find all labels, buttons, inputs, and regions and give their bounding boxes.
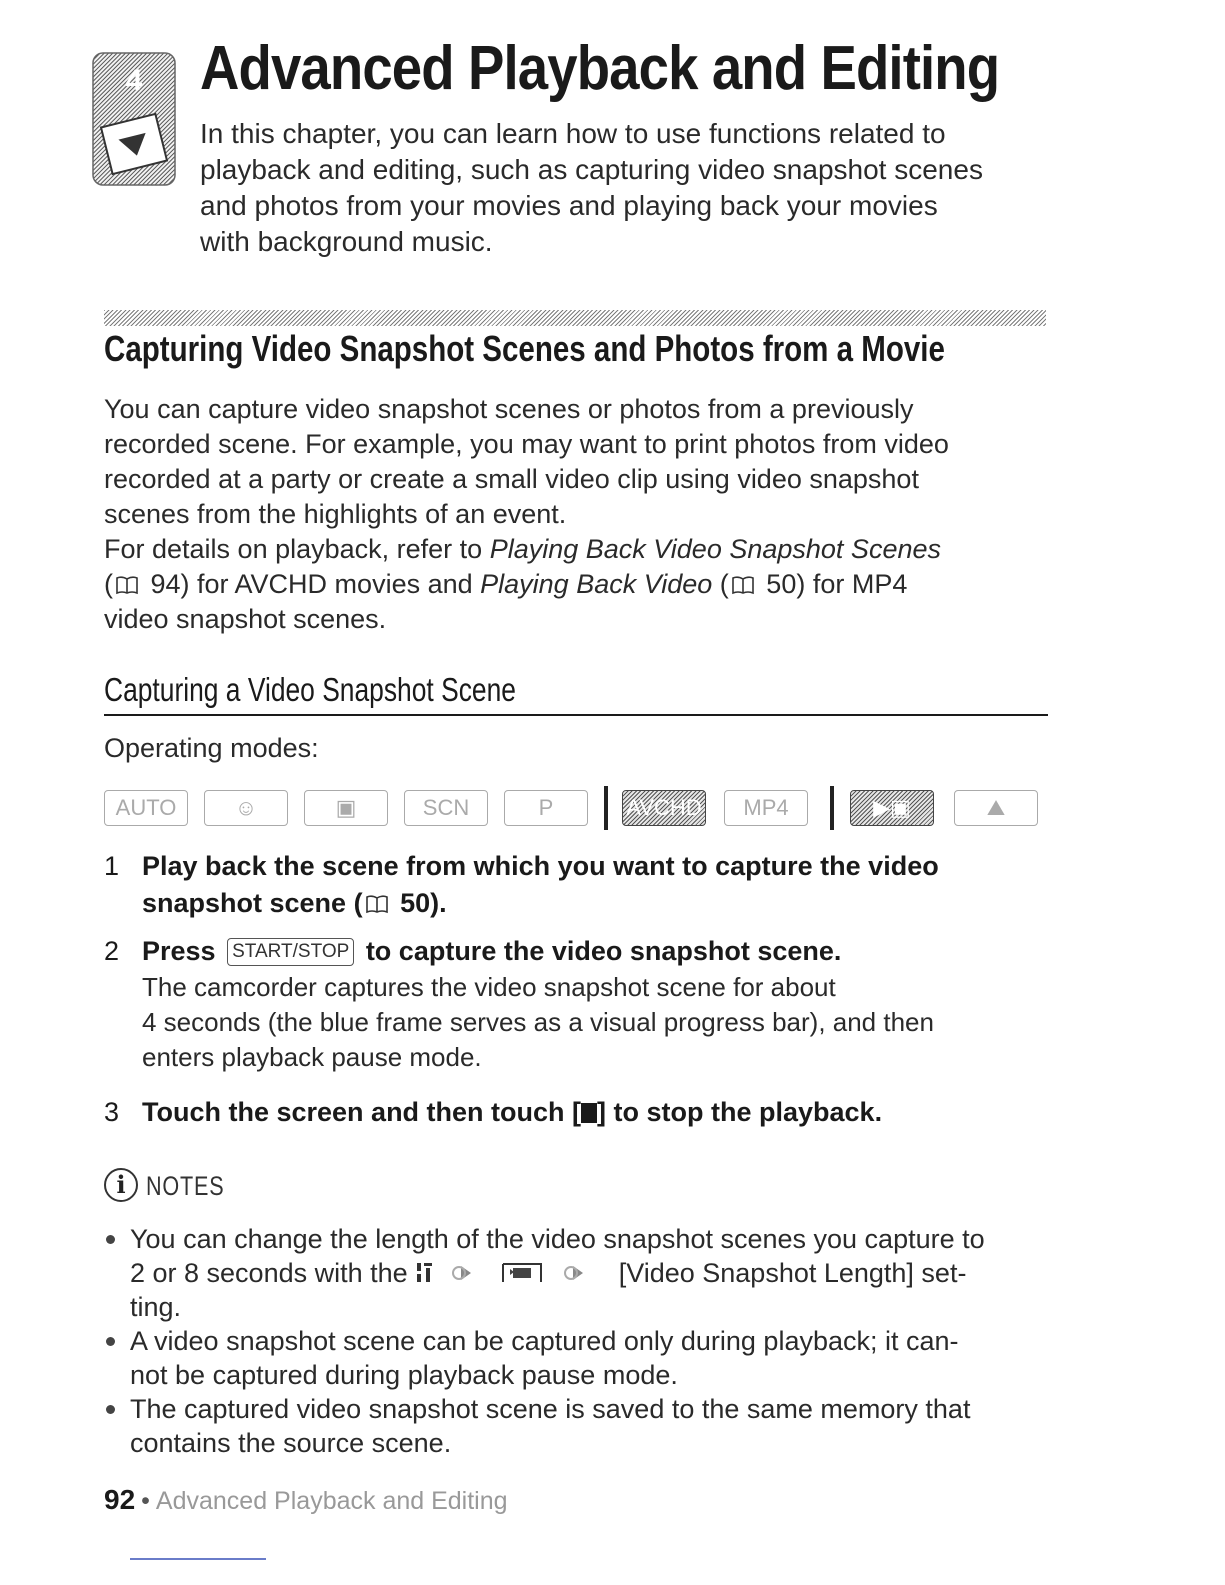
text-span: ( <box>712 569 729 599</box>
intro-line: playback and editing, such as capturing video snapshot scenes <box>200 154 983 185</box>
step-detail: 4 seconds (the blue frame serves as a visual progress bar), and then <box>142 1007 934 1037</box>
page-ref: 50) for MP4 <box>758 569 908 599</box>
section-divider <box>104 310 1046 326</box>
mode-baby: ☺ <box>204 790 288 826</box>
info-icon: i <box>104 1168 138 1202</box>
chapter-title: Advanced Playback and Editing <box>200 34 1000 103</box>
step-detail: The camcorder captures the video snapshot scene for about <box>142 972 836 1002</box>
step-text: ] to stop the playback. <box>597 1097 883 1127</box>
page-ref: 94) for AVCHD movies and <box>143 569 481 599</box>
bullet-icon <box>106 1337 115 1346</box>
book-icon <box>731 575 755 595</box>
footer-link-underline <box>130 1558 266 1560</box>
text-span: [Video Snapshot Length] set- <box>618 1258 967 1288</box>
paragraph-line: recorded at a party or create a small video clip using video snapshot <box>104 464 919 494</box>
mode-auto: AUTO <box>104 790 188 826</box>
note-text: ting. <box>130 1292 182 1322</box>
text-span: ( <box>104 569 113 599</box>
text-span: 2 or 8 seconds with the <box>130 1258 416 1288</box>
page-ref: 50). <box>392 888 447 918</box>
page-number: 92 <box>104 1484 136 1515</box>
step-3 <box>104 1094 1064 1134</box>
note-item <box>104 1222 1054 1324</box>
step-number: 3 <box>104 1097 120 1127</box>
start-stop-button-icon: START/STOP <box>227 938 354 966</box>
step-text: Press <box>142 936 216 966</box>
note-item <box>104 1324 1054 1392</box>
step-number: 1 <box>104 851 120 881</box>
footer-separator: • <box>141 1487 150 1515</box>
paragraph-line: video snapshot scenes. <box>104 604 387 634</box>
cross-reference-link[interactable]: Playing Back Video <box>480 569 713 599</box>
step-text <box>142 885 1062 922</box>
subsection-rule <box>104 714 1048 716</box>
book-icon <box>365 894 389 914</box>
text-span: snapshot scene ( <box>142 888 363 918</box>
chapter-intro <box>200 116 1060 260</box>
mode-p: P <box>504 790 588 826</box>
subsection-title: Capturing a Video Snapshot Scene <box>104 671 516 708</box>
cross-reference-link[interactable]: Playing Back Video Snapshot Scenes <box>489 534 941 564</box>
mode-mp4: MP4 <box>724 790 808 826</box>
paragraph-line <box>104 532 1054 567</box>
footer-chapter-title: Advanced Playback and Editing <box>155 1487 508 1515</box>
mode-scn: SCN <box>404 790 488 826</box>
chapter-number: 4 <box>125 64 143 97</box>
step-number: 2 <box>104 936 120 966</box>
note-text: not be captured during playback pause mode. <box>130 1360 678 1390</box>
step-text: to capture the video snapshot scene. <box>365 936 842 966</box>
note-text: A video snapshot scene can be captured only during playback; it can- <box>130 1326 959 1356</box>
paragraph-line: scenes from the highlights of an event. <box>104 499 567 529</box>
menu-path-icon <box>415 1260 611 1286</box>
step-text: Play back the scene from which you want to capture the video <box>142 851 939 881</box>
mode-photo-playback: ⛰ <box>954 790 1038 826</box>
paragraph-line: You can capture video snapshot scenes or photos from a previously <box>104 394 914 424</box>
note-text: The captured video snapshot scene is saved to the same memory that <box>130 1394 971 1424</box>
note-text: contains the source scene. <box>130 1428 452 1458</box>
page-footer <box>104 1484 508 1517</box>
stop-icon <box>581 1103 597 1123</box>
mode-cinema: ▣ <box>304 790 388 826</box>
step-detail: enters playback pause mode. <box>142 1042 482 1072</box>
bullet-icon <box>106 1235 115 1244</box>
book-icon <box>115 575 139 595</box>
notes-list <box>104 1222 1054 1460</box>
step-1 <box>104 848 1064 928</box>
note-text: You can change the length of the video snapshot scenes you capture to <box>130 1224 985 1254</box>
section-title: Capturing Video Snapshot Scenes and Photos from a Movie <box>104 328 945 369</box>
notes-heading: NOTES <box>146 1171 225 1201</box>
step-2 <box>104 933 1064 1083</box>
operating-modes-label: Operating modes: <box>104 733 319 763</box>
mode-separator <box>604 786 608 830</box>
operating-modes-row <box>104 790 1044 830</box>
mode-avchd: AVCHD <box>622 790 706 826</box>
note-item <box>104 1392 1054 1460</box>
intro-line: and photos from your movies and playing back your movies <box>200 190 938 221</box>
intro-line: with background music. <box>200 226 493 257</box>
step-text: Touch the screen and then touch [ <box>142 1097 582 1127</box>
chapter-badge <box>92 52 176 186</box>
text-span: For details on playback, refer to <box>104 534 490 564</box>
paragraph-line: recorded scene. For example, you may want to print photos from video <box>104 429 949 459</box>
bullet-icon <box>106 1405 115 1414</box>
paragraph-line <box>104 567 1054 602</box>
mode-movie-playback: ▶▣ <box>850 790 934 826</box>
note-text <box>130 1256 1054 1290</box>
section-body <box>104 392 1054 637</box>
mode-separator <box>830 786 834 830</box>
intro-line: In this chapter, you can learn how to use functions related to <box>200 118 946 149</box>
